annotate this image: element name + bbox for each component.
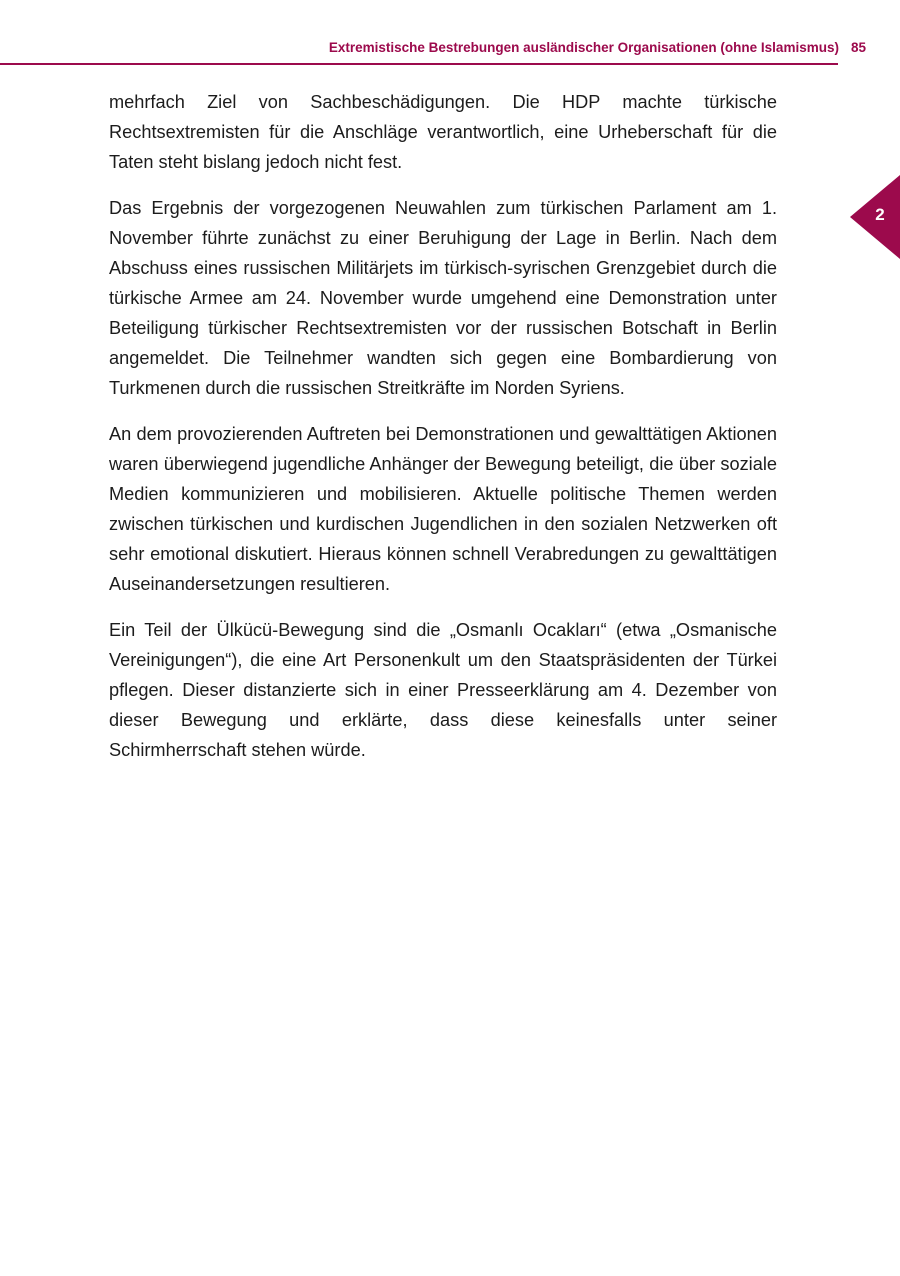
paragraph-3: An dem provozierenden Auftreten bei Demonstrationen und gewalttätigen Aktionen waren überwiegend jugendliche Anhänger der Bewegung beteiligt, die über soziale Medien kommunizieren und mobilisieren. Aktuelle politische Themen werden zwischen türkischen und kurdischen Jugendlichen in den sozialen Netzwerken oft sehr emotional diskutiert. Hieraus können schnell Verabredungen zu gewalttätigen Auseinandersetzungen resultieren.	[109, 424, 777, 594]
header-title: Extremistische Bestrebungen ausländischer Organisationen (ohne Islamismus)	[328, 40, 839, 55]
paragraph-4: Ein Teil der Ülkücü-Bewegung sind die „Osmanlı Ocakları“ (etwa „Osmanische Vereinigungen“), die eine Art Personenkult um den Staatspräsidenten der Türkei pflegen. Dieser distanzierte sich in einer Presseerklärung am 4. Dezember von dieser Bewegung und erklärte, dass diese keinesfalls unter seiner Schirmherrschaft stehen würde.	[109, 620, 777, 760]
page-number: 85	[850, 40, 866, 55]
chapter-number: 2	[875, 205, 885, 224]
body-text	[109, 87, 777, 781]
header-rule	[0, 63, 838, 65]
running-header	[0, 40, 866, 55]
paragraph-1: mehrfach Ziel von Sachbeschädigungen. Die HDP machte türkische Rechtsextremisten für die Anschläge verantwortlich, eine Urheberschaft für die Taten steht bislang jedoch nicht fest.	[109, 92, 777, 172]
paragraph-2: Das Ergebnis der vorgezogenen Neuwahlen zum türkischen Parlament am 1. November führte zunächst zu einer Beruhigung der Lage in Berlin. Nach dem Abschuss eines russischen Militärjets im türkisch-syrischen Grenzgebiet durch die türkische Armee am 24. November wurde umgehend eine Demonstration unter Beteiligung türkischer Rechtsextremisten vor der russischen Botschaft in Berlin angemeldet. Die Teilnehmer wandten sich gegen eine Bombardierung von Turkmenen durch die russischen Streitkräfte im Norden Syriens.	[109, 198, 777, 398]
